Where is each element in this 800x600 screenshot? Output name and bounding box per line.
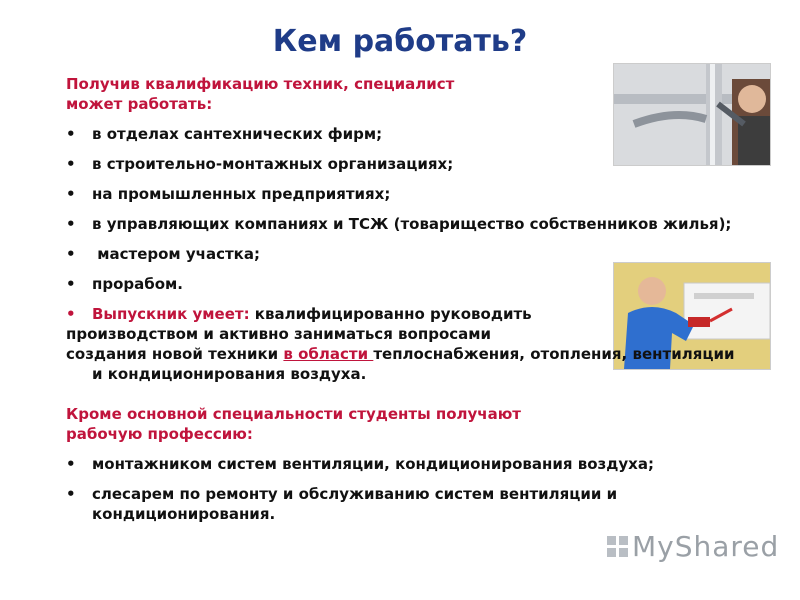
graduate-label: Выпускник умеет:: [92, 305, 250, 323]
main-content: [66, 74, 746, 534]
field-highlight: в области: [283, 345, 374, 363]
list-item: • в отделах сантехнических фирм;: [92, 124, 746, 144]
intro-line-1: Получив квалификацию техник, специалист: [66, 75, 455, 93]
list-item: • в управляющих компаниях и ТСЖ (товарищество собственников жилья);: [92, 214, 746, 234]
list-item: • слесарем по ремонту и обслуживанию систем вентиляции и кондиционирования.: [92, 484, 746, 524]
page-title: Кем работать?: [272, 24, 528, 59]
graduate-text-3a: создания новой техники: [66, 345, 284, 363]
graduate-text-3b: теплоснабжения, отопления, вентиляции и кондиционирования воздуха.: [92, 345, 735, 383]
intro-line-2: может работать:: [66, 95, 213, 113]
graduate-text-2: производством и активно заниматься вопросами: [66, 325, 492, 343]
extra-line-2: рабочую профессию:: [66, 425, 253, 443]
list-item: • монтажником систем вентиляции, кондиционирования воздуха;: [92, 454, 746, 474]
watermark: [607, 530, 779, 565]
graduate-text-1: квалифицированно руководить: [249, 305, 532, 323]
graduate-item: [92, 304, 746, 324]
workplaces-list: [66, 124, 746, 324]
professions-list: [66, 454, 746, 524]
extra-line-1: Кроме основной специальности студенты получают: [66, 405, 521, 423]
list-item: • на промышленных предприятиях;: [92, 184, 746, 204]
watermark-logo-icon: [607, 532, 629, 565]
list-item: • прорабом.: [92, 274, 746, 294]
list-item: • мастером участка;: [92, 244, 746, 264]
watermark-text: MyShared: [632, 530, 780, 563]
list-item: • в строительно-монтажных организациях;: [92, 154, 746, 174]
graduate-text-3: [66, 344, 746, 384]
